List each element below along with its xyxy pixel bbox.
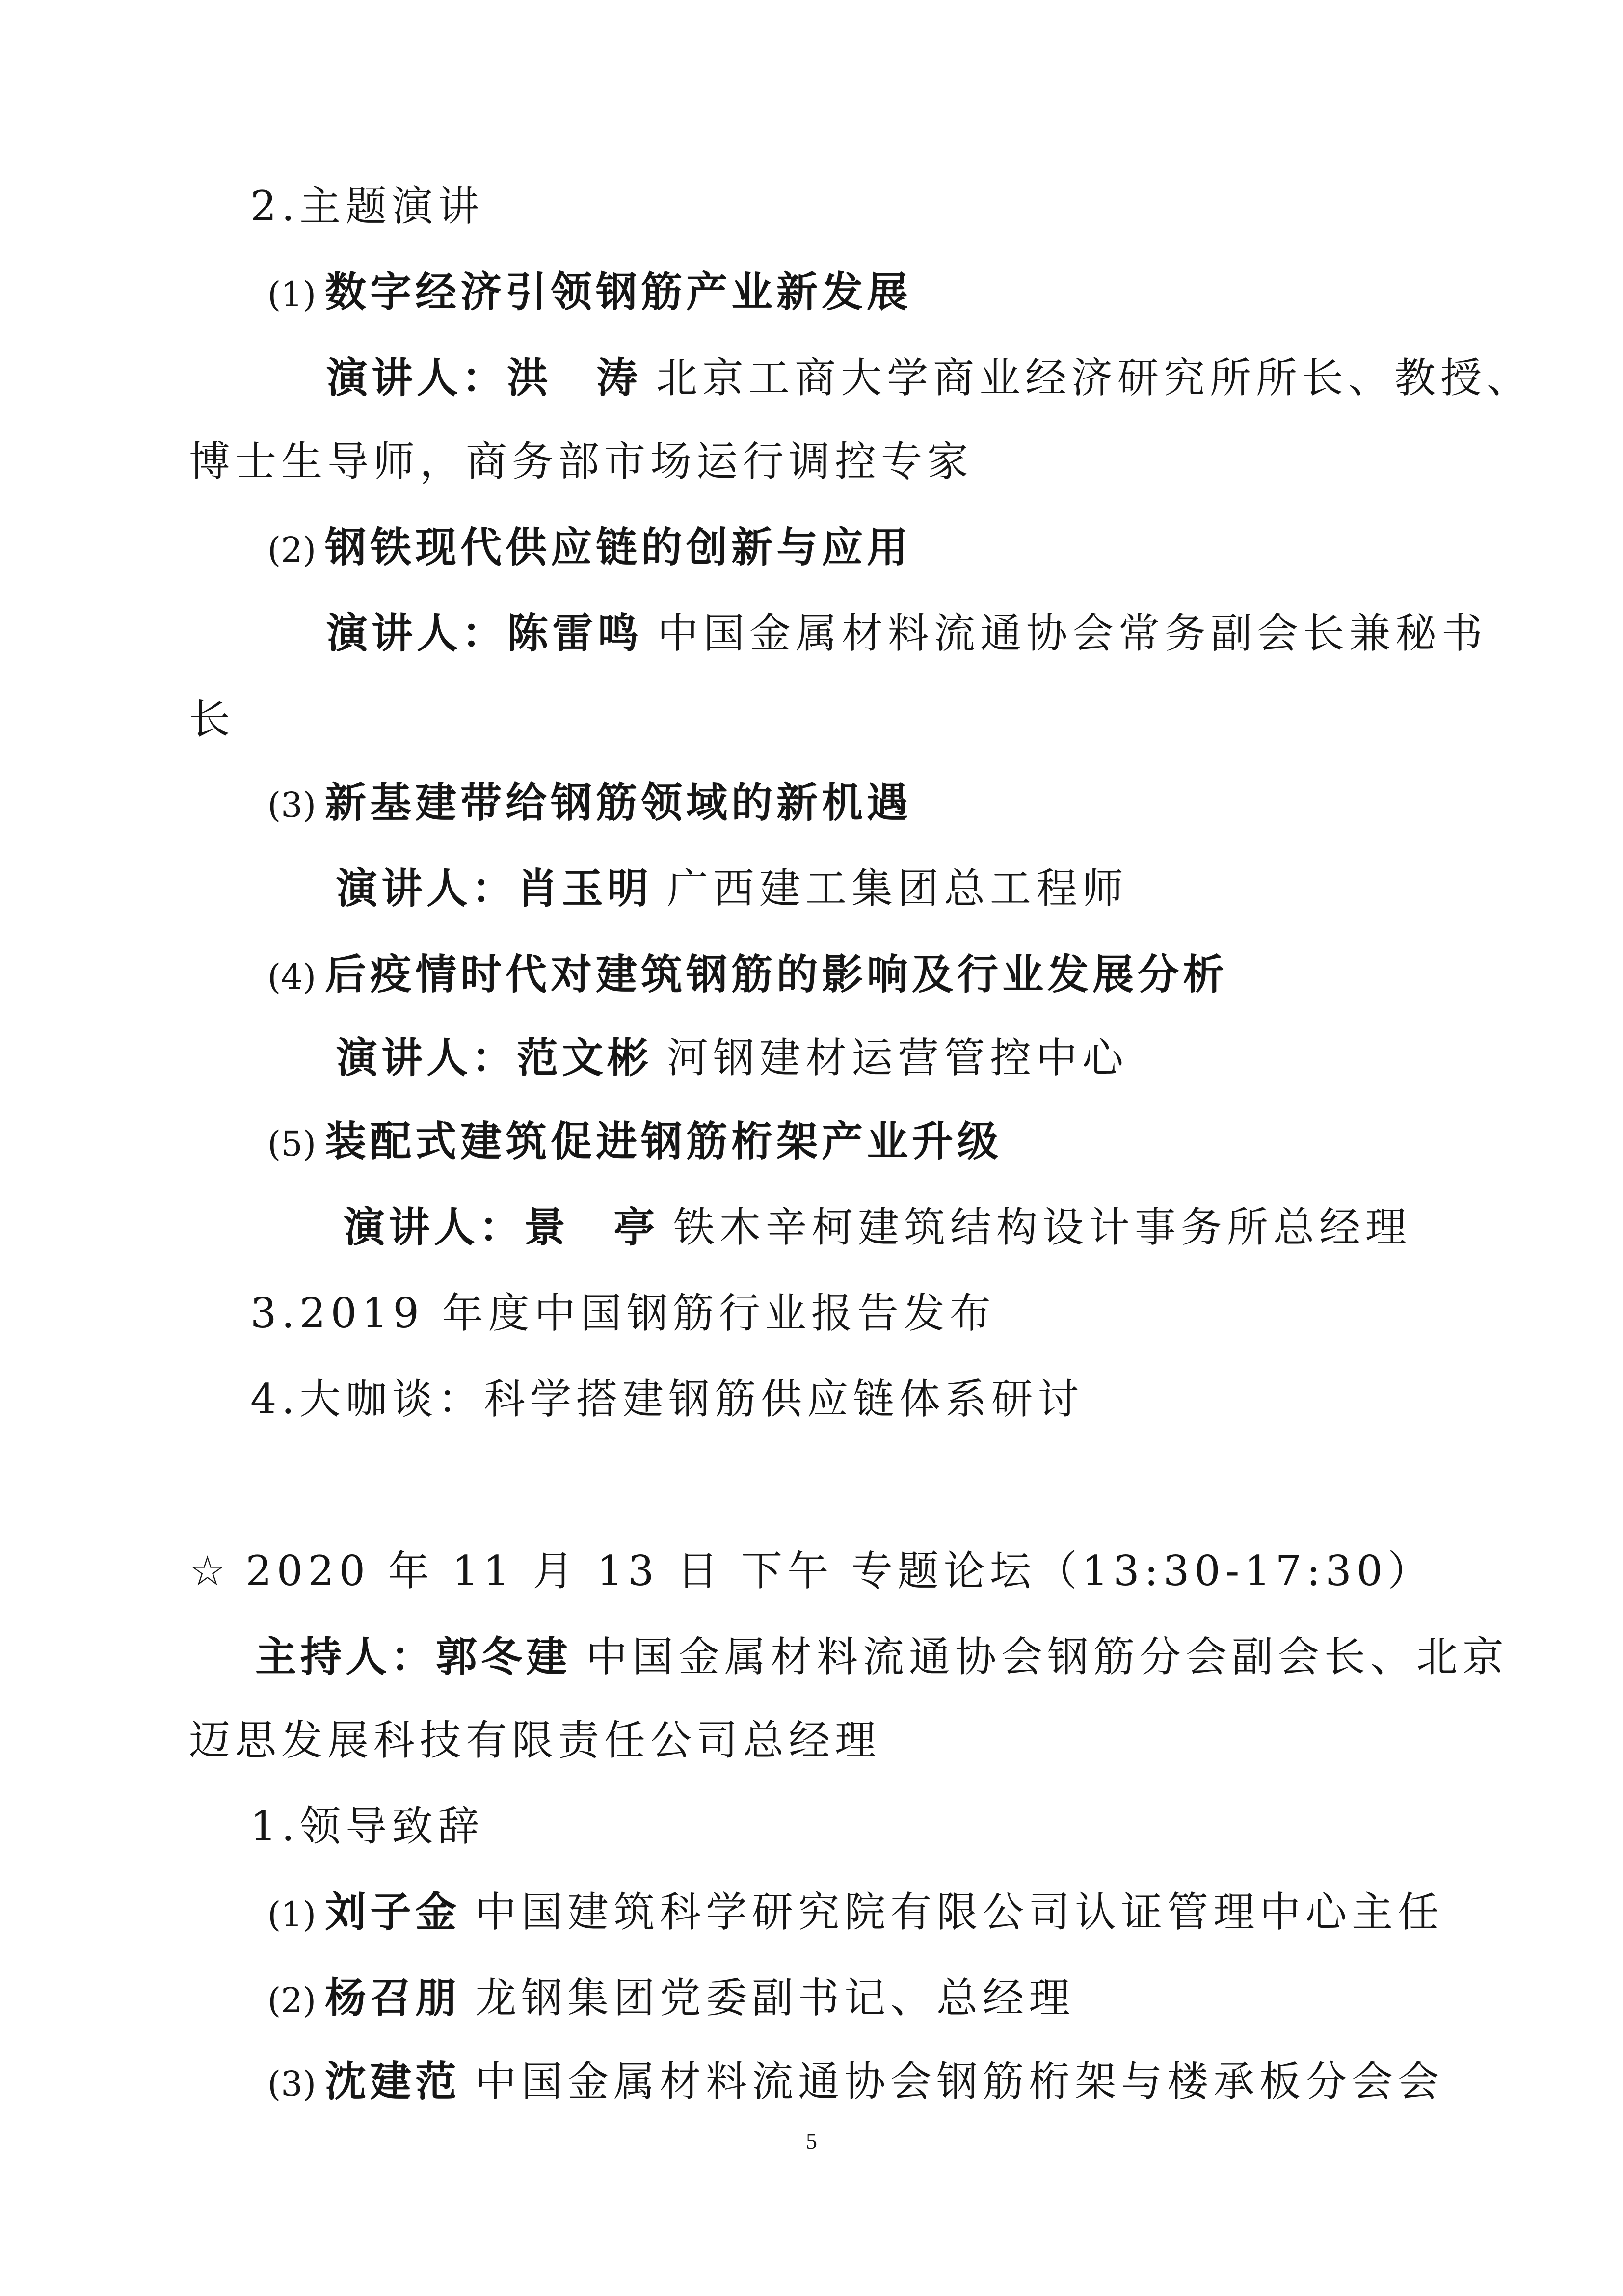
host-name: 郭冬建 — [436, 1633, 572, 1681]
speaker-label: 演讲人： — [344, 1203, 525, 1251]
host-line — [255, 1630, 1509, 1684]
page-number: 5 — [806, 2129, 817, 2154]
section-heading: 2.主题演讲 — [250, 182, 484, 230]
host-desc-cont: 迈思发展科技有限责任公司总经理 — [189, 1716, 881, 1764]
talk-title-text: 钢铁现代供应链的创新与应用 — [325, 523, 912, 571]
host-desc: 中国金属材料流通协会钢筋分会副会长、北京 — [586, 1633, 1509, 1681]
speech-line — [267, 2054, 1444, 2111]
speaker-name: 景 — [524, 1203, 570, 1251]
forum-schedule: 2020 年 11 月 13 日 下午 专题论坛（13:30-17:30） — [245, 1547, 1434, 1595]
item-number: (5) — [267, 1124, 317, 1164]
item-number: (2) — [267, 530, 317, 570]
speech-name: 杨召朋 — [325, 1974, 461, 2022]
speaker-desc: 河钢建材运营管控中心 — [667, 1034, 1129, 1082]
host-label: 主持人： — [255, 1633, 436, 1681]
item-number: (1) — [267, 1894, 317, 1935]
speaker-label: 演讲人： — [326, 609, 507, 657]
speech-desc: 龙钢集团党委副书记、总经理 — [475, 1974, 1075, 2022]
section-heading: 1.领导致辞 — [250, 1802, 484, 1850]
speaker-line — [326, 606, 1488, 660]
forum-line — [189, 1544, 1434, 1598]
talk-title — [267, 520, 912, 577]
item-number: (3) — [267, 785, 317, 825]
talk-title-text: 后疫情时代对建筑钢筋的影响及行业发展分析 — [325, 950, 1228, 999]
item-number: (2) — [267, 1980, 317, 2021]
speech-name: 沈建范 — [325, 2057, 461, 2106]
item-number: (1) — [267, 274, 317, 315]
item-number: (3) — [267, 2064, 317, 2104]
talk-title — [267, 1114, 1002, 1171]
speaker-desc: 中国金属材料流通协会常务副会长兼秘书 — [657, 609, 1488, 657]
star-icon: ☆ — [189, 1547, 231, 1595]
speaker-name: 亭 — [613, 1203, 659, 1251]
talk-title — [267, 947, 1228, 1004]
speaker-name: 范文彬 — [517, 1034, 653, 1082]
speaker-line — [326, 351, 1533, 405]
talk-title — [267, 776, 912, 832]
section-heading: 3.2019 年度中国钢筋行业报告发布 — [250, 1289, 996, 1337]
item-number: (4) — [267, 957, 317, 997]
speaker-line — [344, 1200, 1411, 1254]
speaker-desc: 铁木辛柯建筑结构设计事务所总经理 — [673, 1203, 1412, 1251]
speaker-line — [336, 862, 1128, 916]
speaker-label: 演讲人： — [336, 864, 517, 913]
speaker-desc: 广西建工集团总工程师 — [667, 864, 1129, 913]
speaker-desc: 北京工商大学商业经济研究所所长、教授、 — [656, 354, 1533, 402]
talk-title-text: 装配式建筑促进钢筋桁架产业升级 — [325, 1117, 1003, 1165]
speaker-desc-cont: 博士生导师，商务部市场运行调控专家 — [189, 437, 974, 486]
speech-line — [267, 1971, 1075, 2027]
speaker-label: 演讲人： — [336, 1034, 517, 1082]
speech-name: 刘子金 — [325, 1888, 461, 1936]
speech-line — [267, 1885, 1444, 1942]
talk-title — [267, 265, 912, 322]
speaker-name: 洪 — [507, 354, 553, 402]
speech-desc: 中国建筑科学研究院有限公司认证管理中心主任 — [475, 1888, 1444, 1936]
section-heading: 4.大咖谈：科学搭建钢筋供应链体系研讨 — [250, 1375, 1084, 1423]
speaker-name: 陈雷鸣 — [507, 609, 643, 657]
speaker-name: 涛 — [596, 354, 642, 402]
talk-title-text: 数字经济引领钢筋产业新发展 — [325, 268, 912, 316]
speech-desc: 中国金属材料流通协会钢筋桁架与楼承板分会会 — [475, 2057, 1444, 2106]
speaker-name: 肖玉明 — [517, 864, 653, 913]
speaker-desc-cont: 长 — [189, 695, 236, 743]
speaker-label: 演讲人： — [326, 354, 507, 402]
speaker-line — [336, 1031, 1128, 1085]
talk-title-text: 新基建带给钢筋领域的新机遇 — [325, 779, 912, 827]
